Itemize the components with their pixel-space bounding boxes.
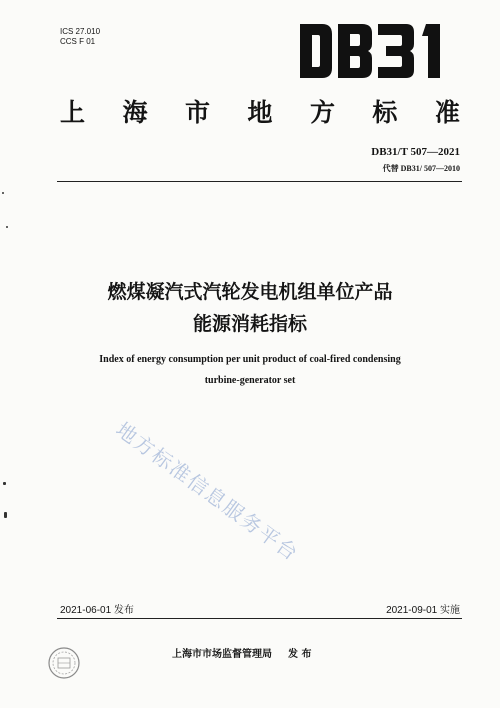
standard-number: DB31/T 507—2021 [371,146,460,158]
scan-artifact [6,226,8,228]
issuer-name: 上海市市场监督管理局 [172,649,272,660]
title-en-line2: turbine-generator set [204,375,296,386]
ccs-code: CCS F 01 [60,37,96,46]
issuer-action: 发 布 [288,649,312,660]
ics-code: ICS 27.010 [60,27,101,36]
bottom-divider [57,618,462,619]
heading-char: 海 [122,98,148,127]
title-cn-line1: 燃煤凝汽式汽轮发电机组单位产品 [107,281,393,303]
top-divider [57,181,462,182]
scan-artifact [2,192,4,194]
issuer-line [172,645,311,660]
heading-char: 准 [434,98,460,127]
db31-logo [298,22,450,80]
heading-char: 方 [309,98,335,127]
seal-icon [46,645,82,681]
heading-char: 上 [60,98,86,127]
watermark: 地方标准信息服务平台 [111,417,304,566]
heading-char: 地 [247,98,273,127]
heading-char: 标 [372,98,398,127]
issue-date: 2021-06-01 发布 [60,605,134,616]
implementation-date: 2021-09-01 实施 [386,605,460,616]
heading-char: 市 [184,98,210,127]
standard-type-heading [60,98,460,128]
title-cn-line2: 能源消耗指标 [192,313,307,335]
replaces-standard: 代替 DB31/ 507—2010 [382,164,460,173]
scan-artifact [3,482,6,485]
title-en-line1: Index of energy consumption per unit product of coal-fired condensing [99,354,401,365]
scan-artifact [4,512,7,518]
classification-codes [60,27,100,47]
